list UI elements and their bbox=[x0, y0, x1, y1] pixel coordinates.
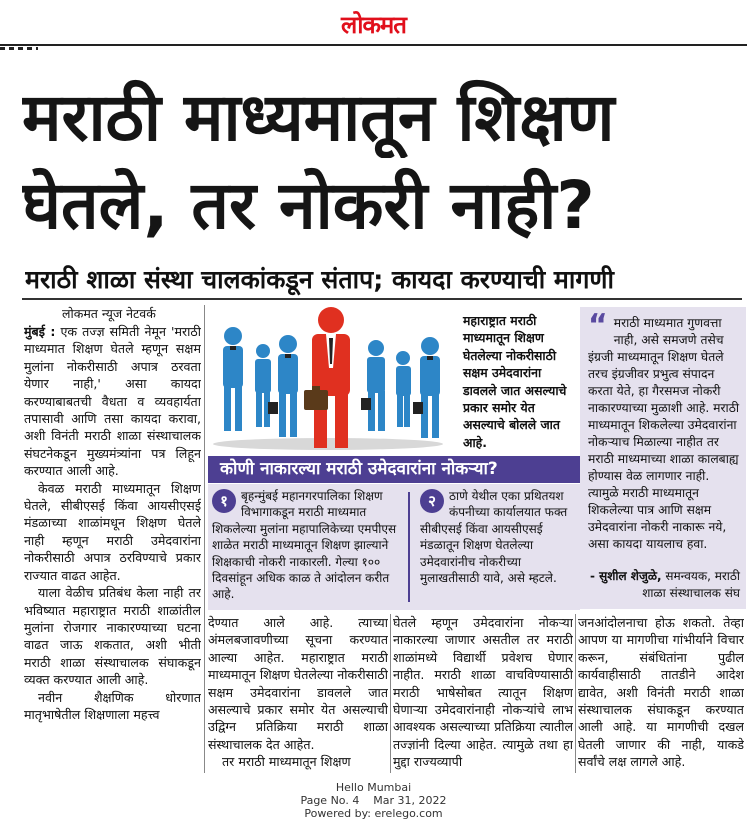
headline-line-2: घेतले, तर नोकरी नाही? bbox=[22, 167, 595, 244]
paragraph-4: नवीन शैक्षणिक धोरणात मातृभाषेतील शिक्षणाला महत्त्व bbox=[24, 689, 201, 722]
byline: लोकमत न्यूज नेटवर्क bbox=[62, 306, 156, 321]
footer-powered-by: Powered by: erelego.com bbox=[304, 807, 443, 820]
article-photo bbox=[208, 306, 458, 452]
quote-attribution bbox=[588, 568, 740, 602]
headline-divider bbox=[22, 298, 742, 300]
info-box-2 bbox=[420, 488, 576, 586]
paragraph-2: केवळ मराठी माध्यमातून शिक्षण घेतले, सीबीएसई किंवा आयसीएसई मंडळाच्या शाळांमधून शिक्षण घेतले नाही म्हणून मराठी उमेदवारांना नोकरीसाठी अपात्र ठरविण्याचे प्रकार राज्यात वाढत आहेत. bbox=[24, 480, 201, 583]
footer-edition: Hello Mumbai bbox=[335, 781, 412, 794]
article-column-2 bbox=[208, 614, 388, 775]
number-badge-1: १ bbox=[212, 489, 236, 513]
quote-text: मराठी माध्यमात गुणवत्ता नाही, असे समजणे तसेच इंग्रजी माध्यमातून शिक्षण घेतले तरच इंग्रजीवर प्रभुत्व संपादन करता येते, हा गैरसमज नोकरी नाकारण्याच्या मुळाशी आहे. मराठी माध्यमातून शिकलेल्या उमेदवारांना नोकऱ्याच मिळाल्या नाहीत तर मराठी माध्यमाच्या शाळा कालबाह्य होण्यास वेळ लागणार नाही. त्यामुळे मराठी माध्यमातून शिकलेल्या पात्र आणि सक्षम उमेदवारांना नोकरी नाकारू नये, असा कायदा यायलाच हवा. bbox=[588, 316, 740, 551]
column-2-continuation: तर मराठी माध्यमातून शिक्षण bbox=[222, 754, 351, 770]
quote-attribution-role: समन्वयक, मराठी शाळा संस्थाचालक संघ bbox=[642, 569, 740, 600]
quote-mark-icon: “ bbox=[588, 308, 608, 343]
newspaper-logo: लोकमत bbox=[341, 10, 406, 39]
article-column-4 bbox=[578, 614, 744, 775]
page-footer bbox=[0, 781, 747, 820]
column-rule-3 bbox=[575, 614, 576, 775]
article-column-1 bbox=[24, 323, 201, 775]
info-box-divider bbox=[408, 492, 410, 602]
section-banner: कोणी नाकारल्या मराठी उमेदवारांना नोकऱ्या? bbox=[208, 456, 580, 483]
paragraph-1: मुंबई : एक तज्ज्ञ समिती नेमून 'मराठी माध्यमात शिक्षण घेतले म्हणून सक्षम मुलांना नोकरीसाठी अपात्र ठरवता येणार नाही,' असा कायदा करण्याबाबतची वैधता व व्यवहार्यता तपासावी आणि तसा कायदा करावा, अशी विनंती मराठी शाळा संस्थाचालक संघटनेकडून मुख्यमंत्र्यांना पत्र लिहून करण्यात आली आहे. bbox=[24, 324, 201, 479]
info-box-1 bbox=[212, 488, 404, 603]
subheadline: मराठी शाळा संस्था चालकांकडून संताप; कायदा करण्याची मागणी bbox=[25, 265, 614, 294]
column-3-text: घेतले म्हणून उमेदवारांना नोकऱ्या नाकारल्या जाणार असतील तर मराठी शाळांमध्ये विद्यार्थी प्रवेशच घेणार नाहीत. मराठी शाळा वाचविण्यासाठी मराठी भाषेसोबत त्यातून शिक्षण घेणाऱ्या उमेदवारांनाही नोकऱ्यांचे लाभ आवश्यक असल्याच्या प्रतिक्रिया त्यातील तज्ज्ञांनी दिल्या आहेत. त्यामुळे तथा हा मुद्दा राज्यव्यापी bbox=[393, 615, 573, 770]
column-rule-1 bbox=[204, 305, 205, 775]
quote-text-block bbox=[588, 308, 740, 553]
headline-line-1: मराठी माध्यमातून शिक्षण bbox=[22, 79, 615, 156]
number-badge-2: २ bbox=[420, 489, 444, 513]
quote-attribution-name: - सुशील शेजुळे, bbox=[589, 569, 662, 583]
column-2-text: देण्यात आले आहे. त्याच्या अंमलबजावणीच्या सूचना करण्यात आल्या आहेत. महाराष्ट्रात मराठी माध्यमातून शिक्षण घेतलेल्या नोकरीसाठी सक्षम उमेदवारांना डावलले जात असल्याचे प्रकार समोर येत असल्याची उद्विग्न प्रतिक्रिया मराठी शाळा संस्थाचालक देत आहेत. bbox=[208, 615, 388, 752]
paragraph-3: याला वेळीच प्रतिबंध केला नाही तर भविष्यात महाराष्ट्रात मराठी शाळांतील मुलांना रोजगार नाकारण्याच्या घटना वाढत जाऊ शकतात, अशी भीती मराठी शाळा संस्थाचालक संघाकडून व्यक्त करण्यात आली आहे. bbox=[24, 585, 201, 688]
article-column-3 bbox=[393, 614, 573, 775]
masthead bbox=[0, 8, 747, 41]
masthead-rule bbox=[0, 44, 747, 50]
info-box-1-text: बृहन्मुंबई महानगरपालिका शिक्षण विभागाकडून मराठी माध्यमात शिकलेल्या मुलांना महापालिकेच्या एमपीएस शाळेत मराठी माध्यमातून शिक्षण झाल्याने शिक्षकाची नोकरी नाकारली. गेल्या १०० दिवसांहून अधिक काळ ते आंदोलन करीत आहे. bbox=[212, 489, 397, 602]
businesspeople-illustration bbox=[208, 306, 458, 452]
footer-page-date: Page No. 4 Mar 31, 2022 bbox=[300, 794, 447, 807]
column-rule-2 bbox=[390, 614, 391, 775]
dateline: मुंबई : bbox=[24, 324, 56, 339]
info-box-2-text: ठाणे येथील एका प्रथितयश कंपनीच्या कार्यालयात फक्त सीबीएसई किंवा आयसीएसई मंडळातून शिक्षण घेतलेल्या उमेदवारांनीच नोकरीच्या मुलाखतीसाठी यावे, असे म्हटले. bbox=[420, 489, 568, 586]
photo-caption: महाराष्ट्रात मराठी माध्यमातून शिक्षण घेतलेल्या नोकरीसाठी सक्षम उमेदवारांना डावलले जात असल्याचे प्रकार समोर येत असल्याचे बोलले जात आहे. bbox=[463, 313, 567, 450]
column-4-text: जनआंदोलनाचा होऊ शकतो. तेव्हा आपण या मागणीचा गांभीर्याने विचार करून, संबंधितांना पुढील कार्यवाहीसाठी तातडीने आदेश द्यावेत, अशी विनंती मराठी शाळा संस्थाचालक संघाकडून करण्यात आली आहे. या मागणीची दखल घेतली जाणार की नाही, याकडे सर्वांचे लक्ष लागले आहे. bbox=[578, 615, 744, 770]
